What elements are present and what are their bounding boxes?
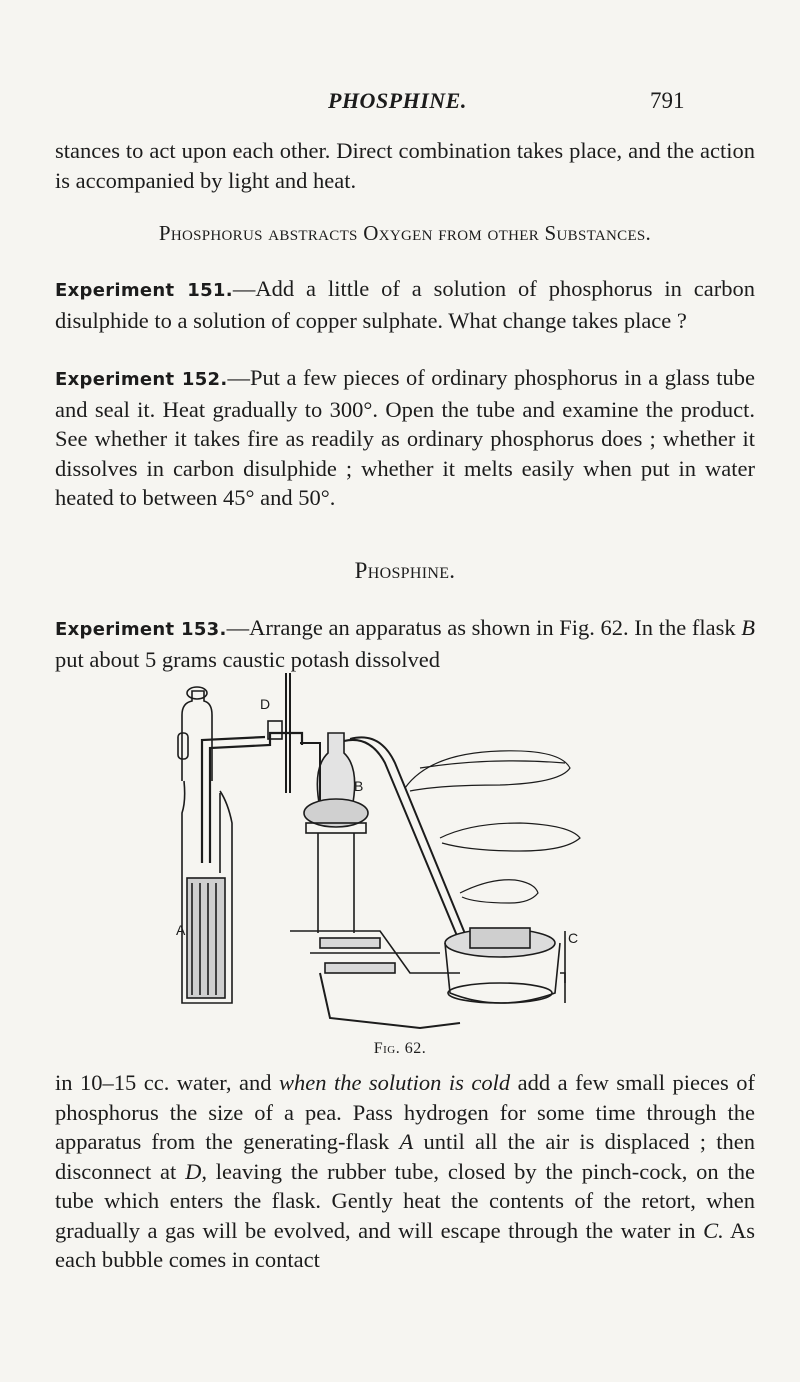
flask-b (290, 733, 468, 1028)
trough-c-ref: C. (703, 1217, 724, 1243)
experiment-151-label: Experiment 151. (55, 280, 233, 301)
label-b: B (354, 778, 364, 794)
procedure-italic: when the solution is cold (278, 1070, 511, 1095)
experiment-152 (55, 363, 755, 513)
flask-a-ref: A (399, 1129, 414, 1154)
experiment-152-label: Experiment 152. (55, 369, 228, 390)
flask-b-ref: B (741, 615, 755, 640)
water-trough-c (445, 928, 565, 1003)
experiment-153-text-b: put about 5 grams caustic potash dissolved (55, 646, 440, 672)
running-head (0, 88, 800, 118)
connecting-tube (202, 673, 302, 863)
procedure-text-d: leaving the rubber tube, closed by the pinch-cock, on the tube which enters the flask. Gently heat the contents of the retort, when gradually a gas will be evolved, and will escape through the water in (55, 1158, 755, 1243)
procedure-text-a: in 10–15 cc. water, and (55, 1070, 279, 1095)
label-a: A (176, 922, 186, 938)
experiment-153-label: Experiment 153. (55, 619, 227, 640)
apparatus-figure (170, 673, 630, 1045)
section-heading-phosphine: Phosphine. (354, 558, 456, 583)
figure-caption: Fig. 62. (373, 1040, 427, 1057)
procedure-text-c: until all the air is displaced ; then disconnect at (55, 1129, 755, 1184)
section-heading-oxygen: Phosphorus abstracts Oxygen from other Substances. (158, 221, 652, 245)
experiment-153 (55, 613, 755, 674)
label-c: C (568, 930, 579, 946)
experiment-153-text-a: —Arrange an apparatus as shown in Fig. 62. In the flask (226, 615, 742, 640)
paragraph-procedure (55, 1068, 755, 1275)
label-d: D (260, 696, 271, 712)
paragraph-opening: stances to act upon each other. Direct combination takes place, and the action is accompanied by light and heat. (55, 138, 755, 193)
generating-flask-a (178, 687, 232, 1003)
experiment-152-text: —Put a few pieces of ordinary phosphorus in a glass tube and seal it. Heat gradually to 300°. Open the tube and examine the product. See whether it takes fire as readily as ordinary phosphorus does ; whether it dissolves in carbon disulphide ; whether it melts easily when put in water heated to between 45° and 50°. (55, 365, 755, 510)
page-number: 791 (650, 88, 685, 113)
procedure-text-b: add a few small pieces of phosphorus the size of a pea. Pass hydrogen for some time through the apparatus from the generating-flask (55, 1070, 755, 1154)
experiment-151 (55, 274, 755, 335)
experiment-151-text: —Add a little of a solution of phosphorus in carbon disulphide to a solution of copper sulphate. What change takes place ? (55, 276, 755, 333)
procedure-text-e: As each bubble comes in contact (55, 1217, 755, 1272)
running-title: PHOSPHINE. (328, 88, 467, 113)
point-d-ref: D, (185, 1158, 207, 1184)
bubble-trails (405, 751, 580, 903)
